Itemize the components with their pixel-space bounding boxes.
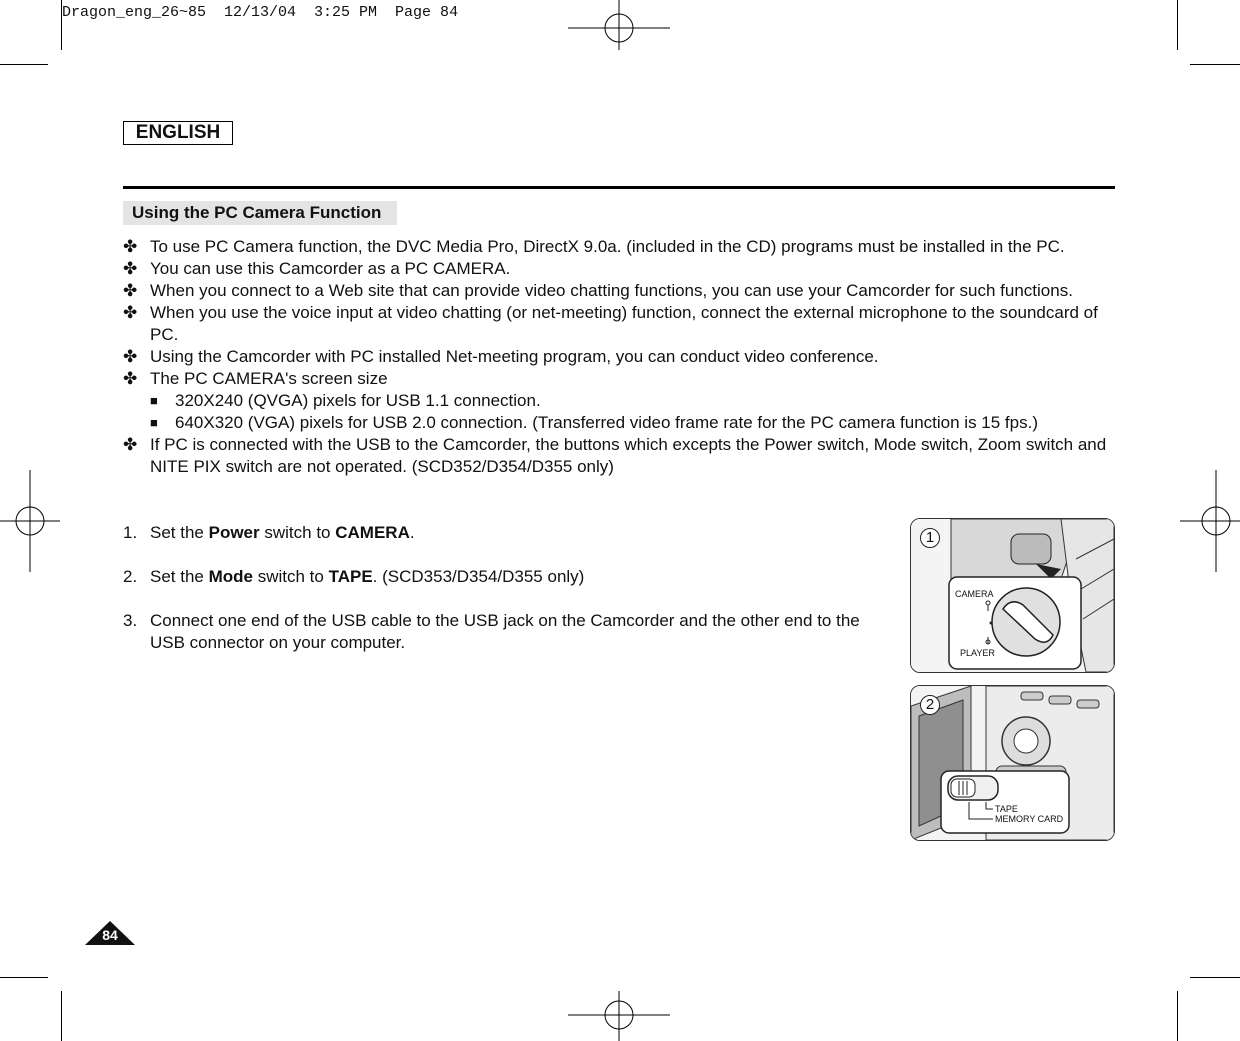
bullet-text: You can use this Camcorder as a PC CAMERA. — [150, 259, 511, 278]
step-item — [123, 610, 893, 654]
sub-bullet-text: 640X320 (VGA) pixels for USB 2.0 connection. (Transferred video frame rate for the PC camera function is 15 fps.) — [175, 413, 1038, 432]
square-bullet-icon: ■ — [150, 393, 158, 408]
bullet-list — [123, 236, 1113, 478]
bullet-icon: ✤ — [123, 281, 138, 300]
tape-mode-label: TAPE — [995, 804, 1018, 814]
player-mode-label: PLAYER — [960, 648, 995, 658]
memory-card-mode-label: MEMORY CARD — [995, 814, 1064, 824]
bullet-item — [123, 258, 1113, 280]
step-text: switch to — [253, 567, 329, 586]
step-text: . — [409, 523, 415, 542]
step-keyword: TAPE — [328, 567, 373, 586]
step-text: Connect one end of the USB cable to the USB jack on the Camcorder and the other end to the USB connector on your computer. — [150, 611, 860, 652]
power-switch-illustration — [911, 519, 1114, 672]
bullet-item — [123, 434, 1113, 478]
step-text: switch to — [259, 523, 336, 542]
step-badge: 1 — [920, 528, 940, 548]
bullet-text: Using the Camcorder with PC installed Net-meeting program, you can conduct video conference. — [150, 347, 879, 366]
bullet-text: When you use the voice input at video chatting (or net-meeting) function, connect the external microphone to the soundcard of PC. — [150, 303, 1098, 344]
bullet-icon: ✤ — [123, 303, 138, 322]
bullet-item — [123, 302, 1113, 346]
camera-mode-label: CAMERA — [955, 589, 994, 599]
crop-mark — [61, 0, 62, 50]
bullet-icon: ✤ — [123, 435, 138, 454]
step-item — [123, 566, 893, 588]
bullet-icon: ✤ — [123, 369, 138, 388]
sub-bullet-item — [123, 390, 1113, 412]
step-text: Set the — [150, 567, 209, 586]
sub-bullet-text: 320X240 (QVGA) pixels for USB 1.1 connection. — [175, 391, 541, 410]
crop-mark — [1177, 0, 1178, 50]
bullet-text: The PC CAMERA's screen size — [150, 369, 388, 388]
registration-mark-bottom — [568, 991, 670, 1041]
crop-mark — [61, 991, 62, 1041]
step-item — [123, 522, 893, 544]
registration-mark-right — [1180, 470, 1240, 572]
step-list — [123, 522, 893, 676]
figure-mode-switch — [910, 685, 1115, 841]
bullet-icon: ✤ — [123, 259, 138, 278]
crop-mark — [1177, 991, 1178, 1041]
bullet-item — [123, 236, 1113, 258]
figure-power-switch — [910, 518, 1115, 673]
bullet-text: When you connect to a Web site that can provide video chatting functions, you can use your Camcorder for such functions. — [150, 281, 1073, 300]
square-bullet-icon: ■ — [150, 415, 158, 430]
step-keyword: CAMERA — [335, 523, 410, 542]
bullet-text: If PC is connected with the USB to the Camcorder, the buttons which excepts the Power switch, Mode switch, Zoom switch and NITE PIX switch are not operated. (SCD352/D354/D355 only) — [150, 435, 1107, 476]
step-text: . (SCD353/D354/D355 only) — [372, 567, 585, 586]
print-header: Dragon_eng_26~85 12/13/04 3:25 PM Page 84 — [62, 4, 459, 21]
page-number-tab — [85, 921, 135, 945]
section-title: Using the PC Camera Function — [123, 201, 397, 225]
crop-mark — [0, 64, 48, 65]
sub-bullet-item — [123, 412, 1113, 434]
step-number: 3. — [123, 611, 138, 630]
step-badge: 2 — [920, 695, 940, 715]
bullet-item — [123, 280, 1113, 302]
crop-mark — [0, 977, 48, 978]
bullet-item — [123, 346, 1113, 368]
step-number: 1. — [123, 523, 138, 542]
crop-mark — [1190, 64, 1240, 65]
bullet-icon: ✤ — [123, 347, 138, 366]
step-keyword: Mode — [208, 567, 253, 586]
step-keyword: Power — [208, 523, 260, 542]
bullet-icon: ✤ — [123, 237, 138, 256]
step-text: Set the — [150, 523, 209, 542]
language-badge: ENGLISH — [123, 121, 233, 145]
crop-mark — [1190, 977, 1240, 978]
registration-mark-left — [0, 470, 60, 572]
page-number: 84 — [102, 927, 118, 943]
bullet-item — [123, 368, 1113, 390]
registration-mark-top — [568, 0, 670, 50]
step-number: 2. — [123, 567, 138, 586]
bullet-text: To use PC Camera function, the DVC Media Pro, DirectX 9.0a. (included in the CD) programs must be installed in the PC. — [150, 237, 1065, 256]
section-rule — [123, 186, 1115, 189]
